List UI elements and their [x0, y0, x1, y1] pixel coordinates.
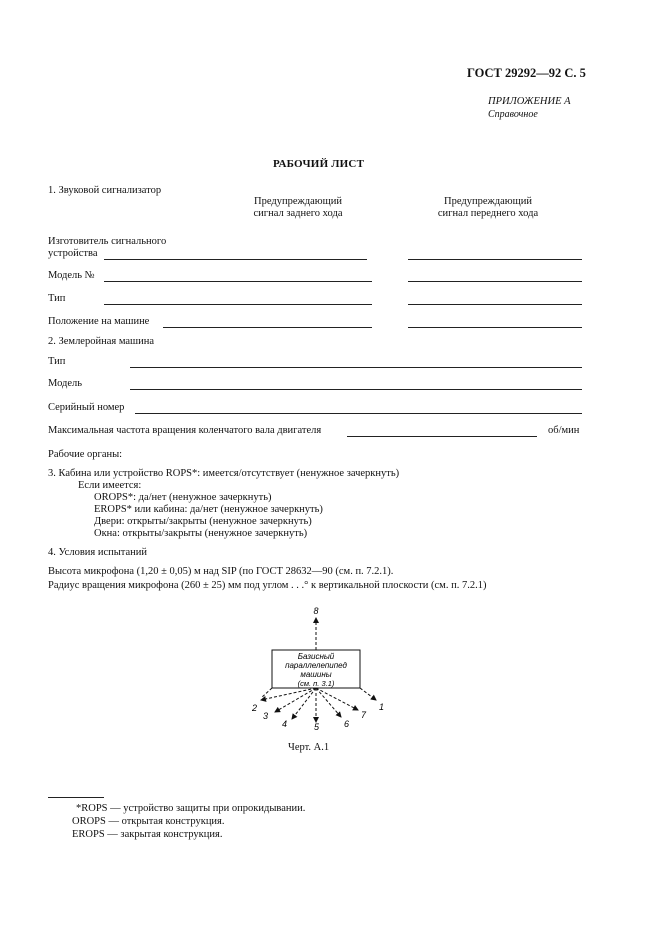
label-5: 5 [314, 722, 320, 730]
footnote-rops: *ROPS — устройство защиты при опрокидывании. [76, 803, 306, 814]
box-line-4: (см. п. 3.1) [297, 679, 335, 688]
machine-type-field[interactable] [130, 367, 582, 368]
model-rear-field[interactable] [104, 281, 372, 282]
label-7: 7 [361, 710, 367, 720]
microphone-positions-diagram [230, 600, 410, 730]
section4-heading: 4. Условия испытаний [48, 547, 148, 558]
footnote-orops: OROPS — открытая конструкция. [72, 816, 225, 827]
label-4: 4 [282, 719, 288, 729]
arrow-1 [360, 688, 376, 700]
label-3: 3 [263, 711, 269, 721]
figure-caption: Черт. А.1 [288, 742, 330, 753]
annex-type: Справочное [488, 109, 538, 120]
page-title: РАБОЧИЙ ЛИСТ [273, 158, 365, 170]
front-signal-header-2: сигнал переднего хода [437, 208, 539, 219]
machine-type-label: Тип [48, 356, 66, 367]
mic-radius-text: Радиус вращения микрофона (260 ± 25) мм под углом . . .° к вертикальной плоскости (см. п. 7.2.1) [48, 580, 487, 591]
type-front-field[interactable] [408, 304, 582, 305]
box-line-3: машины [300, 670, 332, 679]
manufacturer-label-2: устройства [48, 248, 98, 259]
type-rear-field[interactable] [104, 304, 372, 305]
erops-option: EROPS* или кабина: да/нет (ненужное зачеркнуть) [94, 504, 323, 515]
serial-number-field[interactable] [135, 413, 582, 414]
windows-option: Окна: открыты/закрыты (ненужное зачеркнуть) [94, 528, 308, 539]
section3-heading: 3. Кабина или устройство ROPS*: имеется/отсутствует (ненужное зачеркнуть) [48, 468, 400, 479]
footnote-erops: EROPS — закрытая конструкция. [72, 829, 223, 840]
arrow-6 [316, 688, 341, 717]
doors-option: Двери: открыты/закрыты (ненужное зачеркнуть) [94, 516, 312, 527]
arrow-3 [275, 688, 316, 712]
box-line-2: параллелепипед [285, 661, 347, 670]
working-parts-label: Рабочие органы: [48, 449, 123, 460]
box-line-1: Базисный [297, 652, 335, 661]
model-number-label: Модель № [48, 270, 95, 281]
label-6: 6 [344, 719, 350, 729]
section1-heading: 1. Звуковой сигнализатор [48, 185, 162, 196]
serial-number-label: Серийный номер [48, 402, 125, 413]
section2-heading: 2. Землеройная машина [48, 336, 155, 347]
label-2: 2 [252, 703, 258, 713]
orops-option: OROPS*: да/нет (ненужное зачеркнуть) [94, 492, 272, 503]
rear-signal-header-1: Предупреждающий [254, 196, 342, 207]
machine-model-label: Модель [48, 378, 83, 389]
machine-model-field[interactable] [130, 389, 582, 390]
position-front-field[interactable] [408, 327, 582, 328]
footnote-divider [48, 797, 104, 798]
max-speed-unit: об/мин [548, 425, 580, 436]
position-label: Положение на машине [48, 316, 150, 327]
annex-label: ПРИЛОЖЕНИЕ А [488, 96, 571, 107]
manufacturer-front-field[interactable] [408, 259, 582, 260]
if-present-label: Если имеется: [78, 480, 142, 491]
front-signal-header-1: Предупреждающий [444, 196, 532, 207]
gost-code: ГОСТ 29292—92 С. 5 [467, 66, 586, 80]
mic-height-text: Высота микрофона (1,20 ± 0,05) м над SIP (по ГОСТ 28632—90 (см. п. 7.2.1). [48, 566, 394, 577]
max-speed-label: Максимальная частота вращения коленчатого вала двигателя [48, 425, 322, 436]
type-label: Тип [48, 293, 66, 304]
model-front-field[interactable] [408, 281, 582, 282]
max-speed-field[interactable] [347, 436, 537, 437]
arrow-7 [316, 688, 358, 710]
label-8: 8 [313, 606, 319, 616]
arrow-2-left [261, 688, 272, 698]
manufacturer-rear-field[interactable] [104, 259, 367, 260]
position-rear-field[interactable] [163, 327, 372, 328]
arrow-2 [261, 688, 316, 700]
rear-signal-header-2: сигнал заднего хода [253, 208, 343, 219]
manufacturer-label-1: Изготовитель сигнального [48, 236, 167, 247]
label-1: 1 [379, 702, 385, 712]
